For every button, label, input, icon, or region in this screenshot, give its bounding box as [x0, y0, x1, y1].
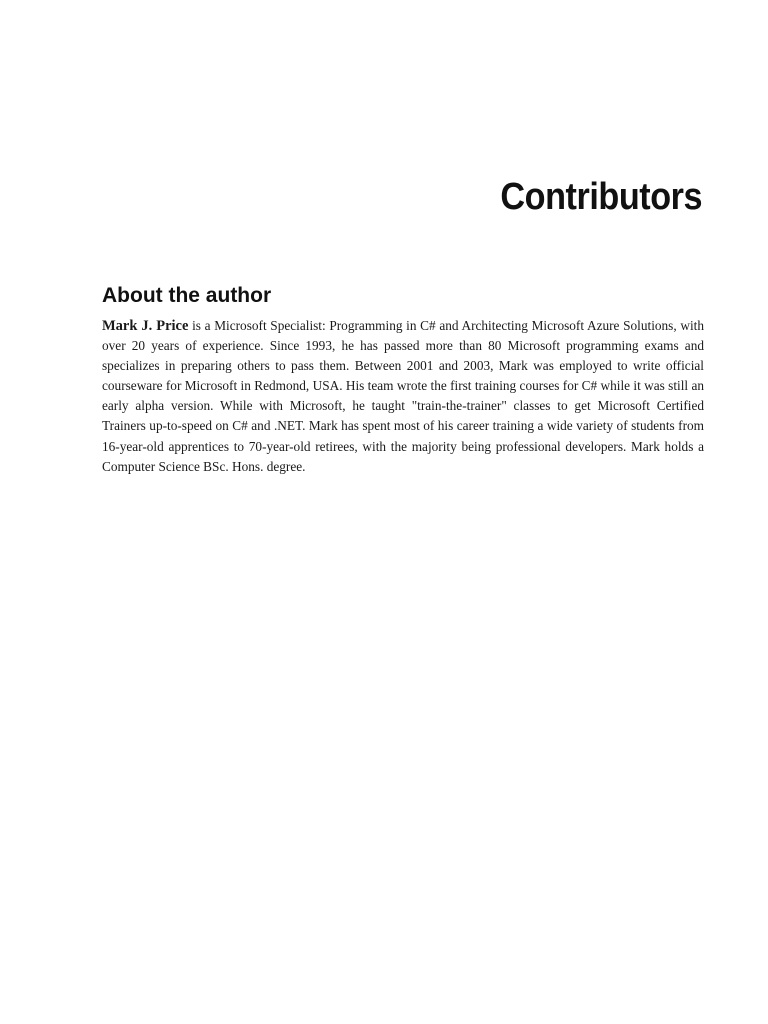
author-bio-paragraph — [102, 316, 704, 477]
author-bio-text: is a Microsoft Specialist: Programming in C# and Architecting Microsoft Azure Solutions, with over 20 years of experience. Since 1993, he has passed more than 80 Microsoft programming exams and specializes in preparing others to pass them. Between 2001 and 2003, Mark was employed to write official courseware for Microsoft in Redmond, USA. His team wrote the first training courses for C# while it was still an early alpha version. While with Microsoft, he taught "train-the-trainer" classes to get Microsoft Certified Trainers up-to-speed on C# and .NET. Mark has spent most of his career training a wide variety of students from 16-year-old apprentices to 70-year-old retirees, with the majority being professional developers. Mark holds a Computer Science BSc. Hons. degree. — [102, 318, 704, 474]
author-name: Mark J. Price — [102, 318, 189, 334]
section-heading-about-author: About the author — [102, 284, 272, 307]
chapter-title: Contributors — [500, 176, 702, 218]
